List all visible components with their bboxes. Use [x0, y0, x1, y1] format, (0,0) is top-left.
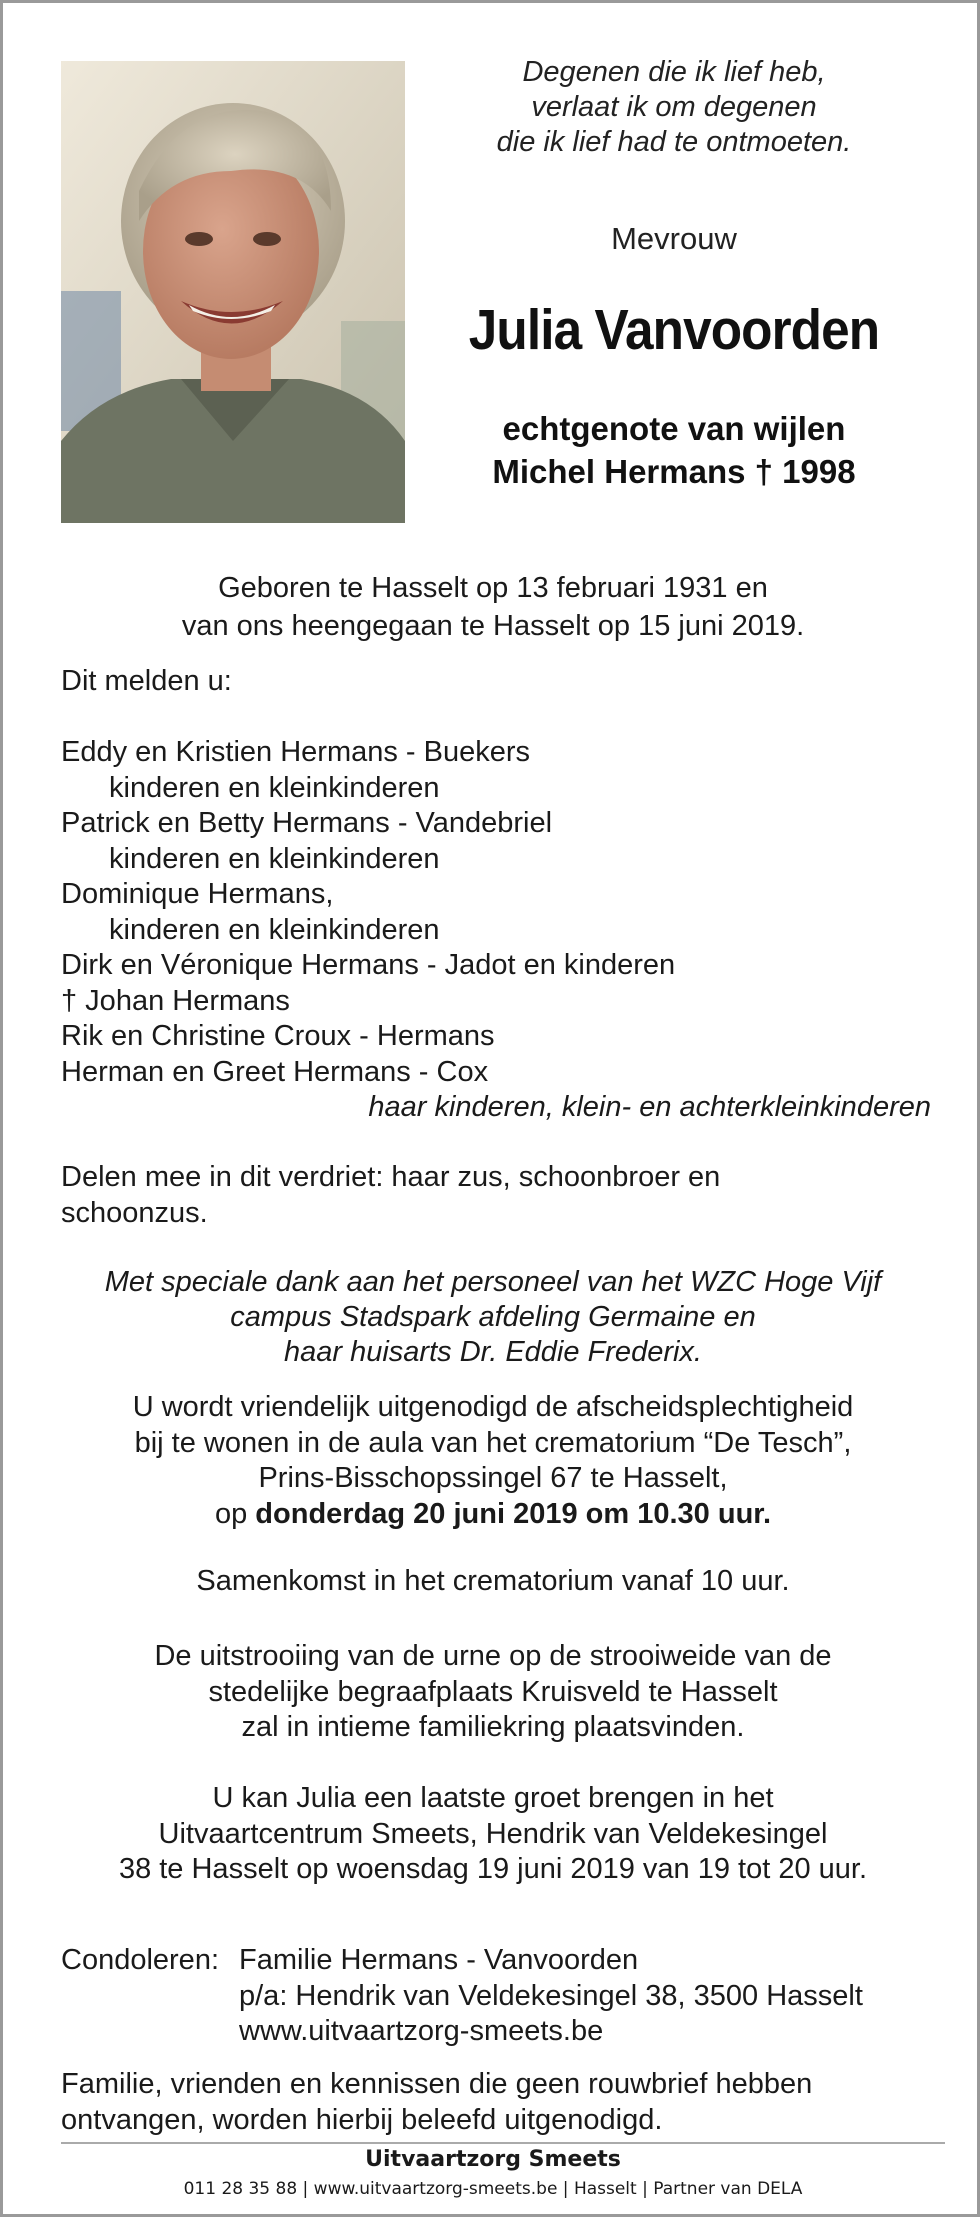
thanks-line: Met speciale dank aan het personeel van het WZC Hoge Vijf — [104, 1266, 882, 1298]
invite-line: bij te wonen in de aula van het crematorium “De Tesch”, — [134, 1426, 852, 1459]
family-member: Dirk en Véronique Hermans - Jadot en kinderen — [61, 949, 676, 981]
condolences-website: www.uitvaartzorg-smeets.be — [239, 2015, 604, 2047]
thanks-line: haar huisarts Dr. Eddie Frederix. — [284, 1336, 702, 1368]
family-member: Patrick en Betty Hermans - Vandebriel — [61, 807, 553, 839]
family-member: Herman en Greet Hermans - Cox — [61, 1055, 489, 1088]
footer-divider — [61, 2142, 945, 2144]
condolences-address: p/a: Hendrik van Veldekesingel 38, 3500 Hasselt — [239, 1979, 863, 2012]
family-member: Rik en Christine Croux - Hermans — [61, 1020, 495, 1052]
condolences-family: Familie Hermans - Vanvoorden — [239, 1944, 639, 1976]
funeral-home-contact: 011 28 35 88 | www.uitvaartzorg-smeets.be | Hasselt | Partner van DELA — [183, 2179, 803, 2199]
funeral-home-name: Uitvaartzorg Smeets — [365, 2147, 621, 2172]
share-line: schoonzus. — [61, 1197, 208, 1229]
family-descendants: kinderen en kleinkinderen — [109, 842, 440, 875]
thanks-note — [43, 1265, 943, 1370]
ceremony-date: donderdag 20 juni 2019 om 10.30 uur. — [255, 1497, 772, 1530]
visitation-info — [43, 1781, 943, 1888]
death-line: van ons heengegaan te Hasselt op 15 juni 2019. — [181, 610, 805, 642]
final-line: ontvangen, worden hierbij beleefd uitgenodigd. — [61, 2103, 663, 2136]
announce-label: Dit melden u: — [61, 665, 232, 697]
spouse-line: echtgenote van wijlen — [502, 410, 846, 447]
family-member: Dominique Hermans, — [61, 878, 334, 910]
family-summary: haar kinderen, klein- en achterkleinkinderen — [368, 1091, 931, 1123]
spouse-info — [433, 407, 915, 493]
memorial-poem — [433, 55, 915, 160]
invite-line: Prins-Bisschopssingel 67 te Hasselt, — [258, 1462, 728, 1494]
invite-date-prefix: op — [214, 1497, 256, 1530]
condolences-block — [61, 1943, 931, 2050]
urn-line: stedelijke begraafplaats Kruisveld te Hasselt — [208, 1675, 778, 1708]
visit-line: 38 te Hasselt op woensdag 19 juni 2019 van 19 tot 20 uur. — [118, 1853, 868, 1885]
family-member: Eddy en Kristien Hermans - Buekers — [61, 736, 531, 768]
thanks-line: campus Stadspark afdeling Germaine en — [230, 1301, 756, 1333]
final-line: Familie, vrienden en kennissen die geen rouwbrief hebben — [61, 2068, 813, 2100]
urn-line: De uitstrooiing van de urne op de strooiweide van de — [154, 1640, 832, 1672]
visit-line: Uitvaartcentrum Smeets, Hendrik van Veldekesingel — [158, 1817, 828, 1850]
share-line: Delen mee in dit verdriet: haar zus, schoonbroer en — [61, 1161, 721, 1193]
urn-info — [43, 1639, 943, 1746]
poem-line: die ik lief had te ontmoeten. — [496, 126, 852, 158]
urn-line: zal in intieme familiekring plaatsvinden. — [241, 1711, 745, 1743]
invite-date-line — [43, 1497, 943, 1533]
poem-line: verlaat ik om degenen — [531, 91, 817, 123]
ceremony-invitation — [43, 1390, 943, 1532]
honorific: Mevrouw — [611, 221, 737, 256]
final-note — [61, 2067, 931, 2138]
invite-line: U wordt vriendelijk uitgenodigd de afscheidsplechtigheid — [132, 1391, 854, 1423]
poem-line: Degenen die ik lief heb, — [522, 56, 826, 88]
condolences-label: Condoleren: — [61, 1944, 219, 1976]
family-descendants: kinderen en kleinkinderen — [109, 913, 440, 946]
family-member: † Johan Hermans — [61, 984, 290, 1017]
gathering-info: Samenkomst in het crematorium vanaf 10 uur. — [196, 1565, 790, 1597]
spouse-line: Michel Hermans † 1998 — [492, 453, 856, 490]
portrait-photo — [61, 61, 405, 523]
family-list — [61, 735, 931, 1126]
visit-line: U kan Julia een laatste groet brengen in het — [212, 1782, 774, 1814]
birth-death-info — [43, 569, 943, 645]
birth-line: Geboren te Hasselt op 13 februari 1931 en — [218, 572, 768, 604]
deceased-name: Julia Vanvoorden — [468, 298, 880, 362]
share-grief — [61, 1159, 921, 1231]
family-descendants: kinderen en kleinkinderen — [109, 771, 440, 804]
